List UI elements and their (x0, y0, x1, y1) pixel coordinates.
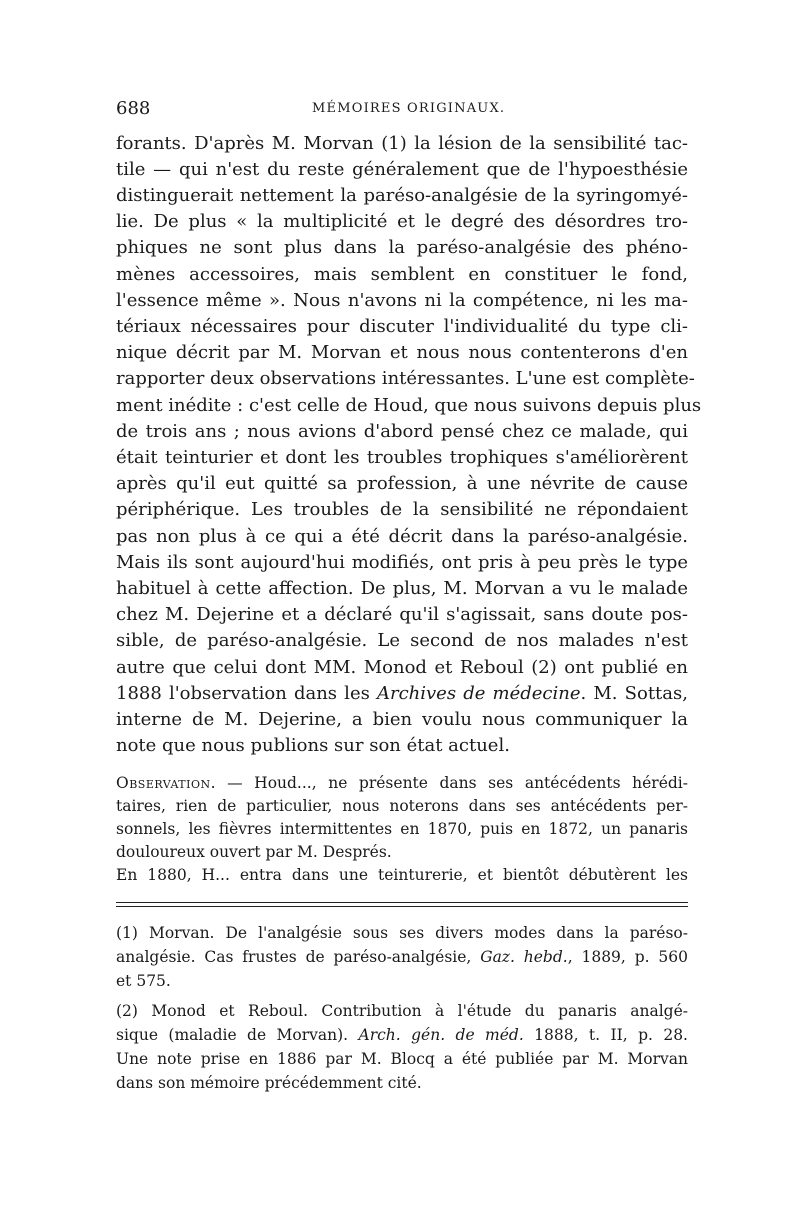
page-number: 688 (116, 98, 151, 119)
text-line: note que nous publions sur son état actuel. (116, 735, 510, 756)
text-line: autre que celui dont MM. Monod et Reboul (2) ont publié en (116, 657, 688, 678)
text-line: phiques ne sont plus dans la paréso-analgésie des phéno- (116, 237, 688, 258)
journal-title: Archives de médecine (376, 683, 581, 704)
text-line: tériaux nécessaires pour discuter l'individualité du type cli- (116, 316, 688, 337)
text-fragment: . — Houd..., ne présente dans ses antécédents hérédi- (210, 774, 688, 792)
text-fragment: . M. Sottas, (580, 683, 688, 704)
journal-title: Arch. gén. de méd. (358, 1026, 524, 1044)
footnote-line: (1) Morvan. De l'analgésie sous ses divers modes dans la paréso- (116, 924, 688, 942)
text-line: pas non plus à ce qui a été décrit dans la paréso-analgésie. (116, 526, 688, 547)
text-line: chez M. Dejerine et a déclaré qu'il s'agissait, sans doute pos- (116, 604, 688, 625)
text-line: était teinturier et dont les troubles trophiques s'améliorèrent (116, 447, 688, 468)
footnote-separator (116, 906, 688, 907)
text-line: forants. D'après M. Morvan (1) la lésion de la sensibilité tac- (116, 133, 688, 154)
text-line: lie. De plus « la multiplicité et le degré des désordres tro- (116, 211, 688, 232)
text-fragment: analgésie. Cas frustes de paréso-analgésie, (116, 948, 481, 966)
observation-label: Observation (116, 774, 211, 792)
text-fragment: 1888, t. II, p. 28. (523, 1026, 688, 1044)
footnote-separator (116, 902, 688, 903)
text-line: l'essence même ». Nous n'avons ni la compétence, ni les ma- (116, 290, 688, 311)
text-line: mènes accessoires, mais semblent en constituer le fond, (116, 264, 688, 285)
footnote-line (116, 946, 688, 969)
observation-line: taires, rien de particulier, nous noterons dans ses antécédents per- (116, 797, 688, 815)
text-line: ment inédite : c'est celle de Houd, que nous suivons depuis plus (116, 395, 702, 416)
footnote-line: dans son mémoire précédemment cité. (116, 1074, 422, 1092)
text-fragment: , 1889, p. 560 (567, 948, 688, 966)
text-line: après qu'il eut quitté sa profession, à une névrite de cause (116, 473, 688, 494)
running-head: MÉMOIRES ORIGINAUX. (312, 101, 506, 116)
observation-line (116, 772, 688, 795)
text-line: Mais ils sont aujourd'hui modifiés, ont pris à peu près le type (116, 552, 688, 573)
journal-title: Gaz. hebd. (480, 948, 568, 966)
text-fragment: sique (maladie de Morvan). (116, 1026, 359, 1044)
text-line: sible, de paréso-analgésie. Le second de nos malades n'est (116, 630, 688, 651)
text-line: périphérique. Les troubles de la sensibilité ne répondaient (116, 499, 688, 520)
footnote-line (116, 1024, 688, 1047)
observation-line: douloureux ouvert par M. Després. (116, 843, 392, 861)
text-line: distinguerait nettement la paréso-analgésie de la syringomyé- (116, 185, 688, 206)
observation-line: sonnels, les fièvres intermittentes en 1870, puis en 1872, un panaris (116, 820, 688, 838)
text-line: interne de M. Dejerine, a bien voulu nous communiquer la (116, 709, 688, 730)
observation-line: En 1880, H... entra dans une teinturerie, et bientôt débutèrent les (116, 866, 688, 884)
footnote-line: et 575. (116, 972, 171, 990)
text-line: nique décrit par M. Morvan et nous nous contenterons d'en (116, 342, 688, 363)
text-line: de trois ans ; nous avions d'abord pensé chez ce malade, qui (116, 421, 688, 442)
text-line (116, 681, 688, 707)
text-line: tile — qui n'est du reste généralement que de l'hypoesthésie (116, 159, 688, 180)
text-fragment: 1888 l'observation dans les (116, 683, 377, 704)
footnote-line: (2) Monod et Reboul. Contribution à l'étude du panaris analgé- (116, 1002, 688, 1020)
footnote-line: Une note prise en 1886 par M. Blocq a été publiée par M. Morvan (116, 1050, 688, 1068)
page-header (116, 98, 688, 122)
text-line: rapporter deux observations intéressantes. L'une est complète- (116, 368, 695, 389)
text-line: habituel à cette affection. De plus, M. Morvan a vu le malade (116, 578, 688, 599)
